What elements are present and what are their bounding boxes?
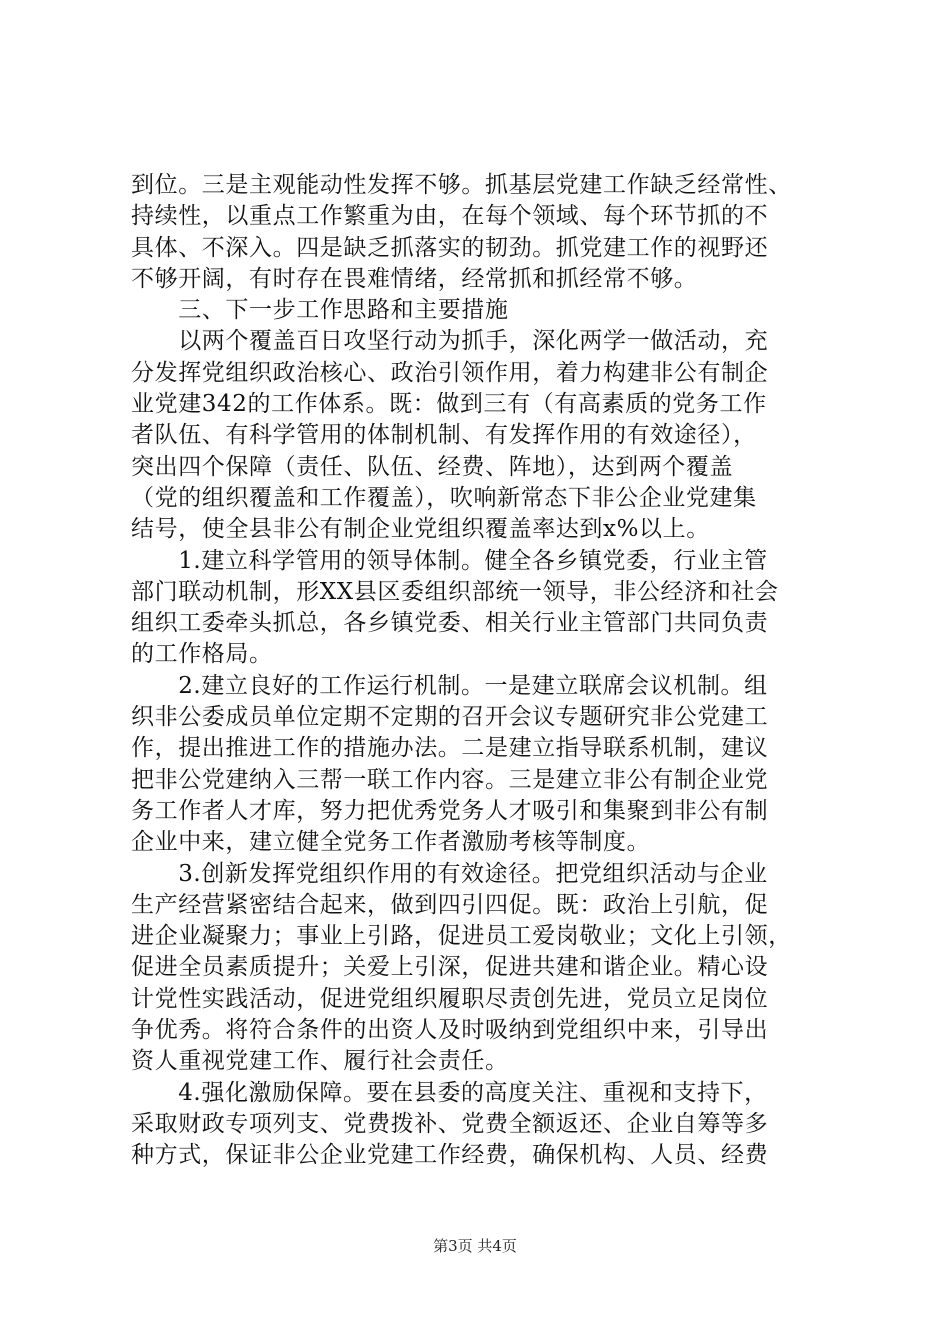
- page-footer: [0, 1236, 950, 1256]
- text-line: 务工作者人才库，努力把优秀党务人才吸引和集聚到非公有制: [131, 797, 769, 824]
- text-line: 结号，使全县非公有制企业党组织覆盖率达到x%以上。: [131, 516, 710, 543]
- text-line: 者队伍、有科学管用的体制机制、有发挥作用的有效途径），: [131, 422, 757, 449]
- text-line: 持续性，以重点工作繁重为由，在每个领域、每个环节抓的不: [131, 203, 769, 230]
- text-line: 作，提出推进工作的措施办法。二是建立指导联系机制，建议: [131, 735, 769, 762]
- section-heading: 三、下一步工作思路和主要措施: [131, 297, 509, 324]
- text-line: 企业中来，建立健全党务工作者激励考核等制度。: [131, 829, 651, 856]
- text-line: 把非公党建纳入三帮一联工作内容。三是建立非公有制企业党: [131, 766, 769, 793]
- text-line: 资人重视党建工作、履行社会责任。: [131, 1048, 509, 1075]
- text-line: 争优秀。将符合条件的出资人及时吸纳到党组织中来，引导出: [131, 1017, 769, 1044]
- text-line: 的工作格局。: [131, 641, 273, 668]
- text-line: 组织工委牵头抓总，各乡镇党委、相关行业主管部门共同负责: [131, 610, 769, 637]
- text-line: 采取财政专项列支、党费拨补、党费全额返还、企业自筹等多: [131, 1110, 769, 1137]
- text-line: 分发挥党组织政治核心、政治引领作用，着力构建非公有制企: [131, 359, 769, 386]
- text-line: 以两个覆盖百日攻坚行动为抓手，深化两学一做活动，充: [131, 328, 769, 355]
- text-line: 部门联动机制，形XX县区委组织部统一领导，非公经济和社会: [131, 578, 779, 605]
- text-line: 4.强化激励保障。要在县委的高度关注、重视和支持下，: [131, 1079, 768, 1106]
- text-line: 织非公委成员单位定期不定期的召开会议专题研究非公党建工: [131, 704, 769, 731]
- text-line: 计党性实践活动，促进党组织履职尽责创先进，党员立足岗位: [131, 985, 769, 1012]
- text-line: 不够开阔，有时存在畏难情绪，经常抓和抓经常不够。: [131, 265, 698, 292]
- text-line: 业党建342的工作体系。既：做到三有（有高素质的党务工作: [131, 391, 767, 418]
- text-line: 突出四个保障（责任、队伍、经费、阵地），达到两个覆盖: [131, 453, 734, 480]
- text-line: 促进全员素质提升；关爱上引深，促进共建和谐企业。精心设: [131, 954, 769, 981]
- document-body: [131, 170, 831, 1172]
- text-line: 到位。三是主观能动性发挥不够。抓基层党建工作缺乏经常性、: [131, 172, 792, 198]
- text-line: （党的组织覆盖和工作覆盖），吹响新常态下非公企业党建集: [131, 484, 757, 511]
- text-line: 3.创新发挥党组织作用的有效途径。把党组织活动与企业: [131, 860, 768, 887]
- text-line: 具体、不深入。四是缺乏抓落实的韧劲。抓党建工作的视野还: [131, 234, 769, 261]
- text-line: 种方式，保证非公企业党建工作经费，确保机构、人员、经费: [131, 1142, 769, 1169]
- text-line: 生产经营紧密结合起来，做到四引四促。既：政治上引航，促: [131, 891, 769, 918]
- text-line: 2.建立良好的工作运行机制。一是建立联席会议机制。组: [131, 672, 768, 699]
- page-number: 第3页 共4页: [433, 1237, 517, 1255]
- text-line: 1.建立科学管用的领导体制。健全各乡镇党委，行业主管: [131, 547, 768, 574]
- text-line: 进企业凝聚力；事业上引路，促进员工爱岗敬业；文化上引领，: [131, 923, 792, 950]
